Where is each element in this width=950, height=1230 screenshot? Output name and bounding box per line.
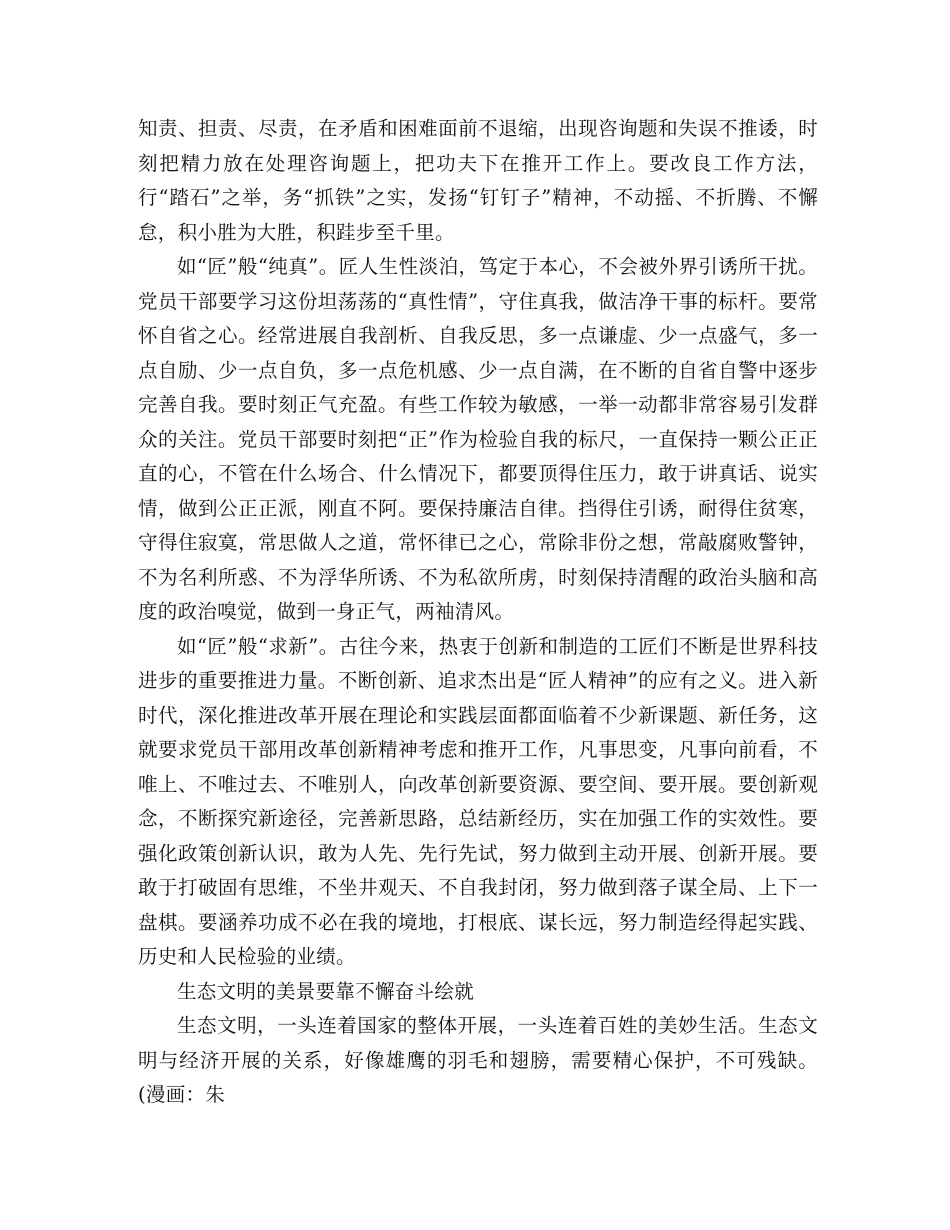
document-page — [138, 112, 818, 1113]
paragraph-2: 如“匠”般“纯真”。匠人生性淡泊，笃定于本心，不会被外界引诱所干扰。党员干部要学习这份坦荡荡的“真性情”，守住真我，做洁净干事的标杆。要常怀自省之心。经常进展自我剖析、自我反思，多一点谦虚、少一点盛气，多一点自励、少一点自负，多一点危机感、少一点自满，在不断的自省自警中逐步完善自我。要时刻正气充盈。有些工作较为敏感，一举一动都非常容易引发群众的关注。党员干部要时刻把“正”作为检验自我的标尺，一直保持一颗公正正直的心，不管在什么场合、什么情况下，都要顶得住压力，敢于讲真话、说实情，做到公正正派，刚直不阿。要保持廉洁自律。挡得住引诱，耐得住贫寒，守得住寂寞，常思做人之道，常怀律已之心，常除非份之想，常敲腐败警钟，不为名利所惑、不为浮华所诱、不为私欲所虏，时刻保持清醒的政治头脑和高度的政治嗅觉，做到一身正气，两袖清风。 — [138, 255, 818, 623]
section-title: 生态文明的美景要靠不懈奋斗绘就 — [177, 979, 475, 1003]
paragraph-1: 知责、担责、尽责，在矛盾和困难面前不退缩，出现咨询题和失误不推诿，时刻把精力放在处理咨询题上，把功夫下在推开工作上。要改良工作方法，行“踏石”之举，务“抓铁”之实，发扬“钉钉子”精神，不动摇、不折腾、不懈怠，积小胜为大胜，积跬步至千里。 — [138, 117, 818, 244]
section-paragraph: 生态文明，一头连着国家的整体开展，一头连着百姓的美妙生活。生态文明与经济开展的关系，好像雄鹰的羽毛和翅膀，需要精心保护，不可残缺。(漫画：朱 — [138, 1014, 818, 1106]
paragraph-3: 如“匠”般“求新”。古往今来，热衷于创新和制造的工匠们不断是世界科技进步的重要推进力量。不断创新、追求杰出是“匠人精神”的应有之义。进入新时代，深化推进改革开展在理论和实践层面都面临着不少新课题、新任务，这就要求党员干部用改革创新精神考虑和推开工作，凡事思变，凡事向前看，不唯上、不唯过去、不唯别人，向改革创新要资源、要空间、要开展。要创新观念，不断探究新途径，完善新思路，总结新经历，实在加强工作的实效性。要强化政策创新认识，敢为人先、先行先试，努力做到主动开展、创新开展。要敢于打破固有思维，不坐井观天、不自我封闭，努力做到落子谋全局、上下一盘棋。要涵养功成不必在我的境地，打根底、谋长远，努力制造经得起实践、历史和人民检验的业绩。 — [138, 634, 818, 968]
